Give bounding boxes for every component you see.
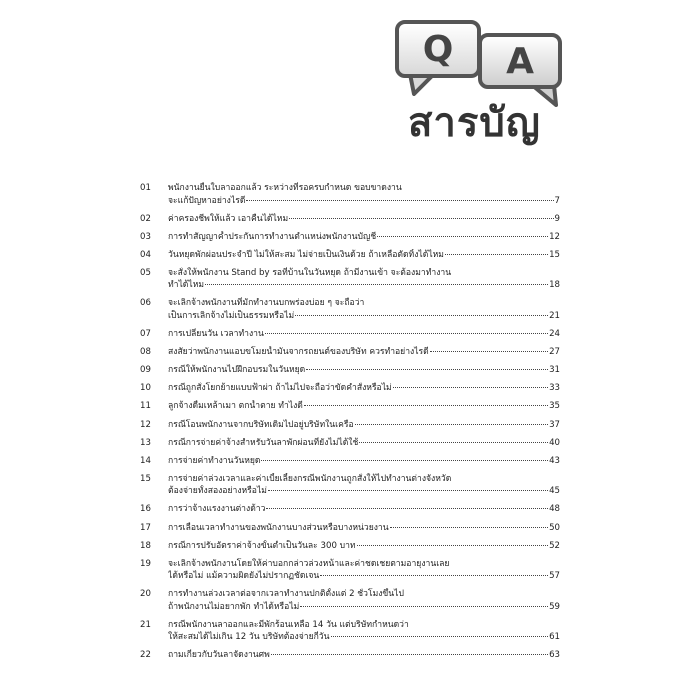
toc-entry-title: การว่าจ้างแรงงานต่างด้าว xyxy=(168,504,266,515)
toc-entry-number: 22 xyxy=(140,650,151,661)
toc-page-number: 61 xyxy=(549,632,560,643)
toc-entry-body xyxy=(168,540,560,553)
toc-page-number: 27 xyxy=(549,347,560,358)
toc-entry-title: จะสั่งให้พนักงาน Stand by รอที่บ้านในวันหยุด ถ้ามีงานเข้า จะต้องมาทำงาน xyxy=(168,267,452,278)
toc-page-number: 15 xyxy=(549,249,560,260)
toc-entry-title: วันหยุดพักผ่อนประจำปี ไม่ให้สะสม ไม่จ่ายเป็นเงินด้วย ถ้าเหลือตัดทิ้งได้ไหม xyxy=(168,249,444,260)
toc-entry-line xyxy=(168,631,560,644)
toc-page-number: 63 xyxy=(549,650,560,661)
dot-leader xyxy=(377,236,548,237)
toc-entry-line xyxy=(168,279,560,292)
toc-entry[interactable] xyxy=(140,540,560,553)
toc-page-number: 59 xyxy=(549,601,560,612)
toc-page-number: 50 xyxy=(549,522,560,533)
toc-entry-line xyxy=(168,455,560,468)
dot-leader xyxy=(445,254,548,255)
dot-leader xyxy=(268,490,548,491)
toc-entry[interactable] xyxy=(140,419,560,432)
toc-entry-line xyxy=(168,364,560,377)
toc-entry-body xyxy=(168,213,560,226)
toc-entry-title: เป็นการเลิกจ้างไม่เป็นธรรมหรือไม่ xyxy=(168,310,295,321)
toc-entry-body xyxy=(168,649,560,662)
toc-entry-number: 07 xyxy=(140,329,151,340)
toc-entry-number: 11 xyxy=(140,401,151,412)
toc-page-number: 40 xyxy=(549,437,560,448)
toc-entry[interactable] xyxy=(140,455,560,468)
toc-entry-title: สงสัยว่าพนักงานแอบขโมยน้ำมันจากรถยนต์ของบริษัท ควรทำอย่างไรดี xyxy=(168,347,429,358)
toc-page-number: 43 xyxy=(549,455,560,466)
toc-entry-line xyxy=(168,382,560,395)
q-speech-bubble-icon xyxy=(395,20,481,78)
toc-entry-number: 01 xyxy=(140,183,151,193)
dot-leader xyxy=(320,575,548,576)
dot-leader xyxy=(430,351,548,352)
toc-entry-number: 18 xyxy=(140,540,151,551)
toc-entry[interactable] xyxy=(140,503,560,516)
toc-entry-title: การเปลี่ยนวัน เวลาทำงาน xyxy=(168,329,264,340)
toc-entry-body xyxy=(168,231,560,244)
toc-entry-title: กรณีการปรับอัตราค่าจ้างขั้นต่ำเป็นวันละ 300 บาท xyxy=(168,540,356,551)
toc-entry-number: 04 xyxy=(140,249,151,260)
toc-entry-line xyxy=(168,419,560,432)
toc-entry-number: 06 xyxy=(140,298,151,309)
toc-entry-line xyxy=(168,522,560,535)
dot-leader xyxy=(304,405,548,406)
a-speech-bubble-icon xyxy=(478,33,562,89)
toc-entry-body xyxy=(168,558,560,583)
toc-entry-line xyxy=(168,346,560,359)
toc-entry-line xyxy=(168,249,560,262)
dot-leader xyxy=(306,369,548,370)
toc-entry-title: จะเลิกจ้างพนักงานโดยให้ค่าบอกกล่าวล่วงหน้าและค่าชดเชยตามอายุงานเลย xyxy=(168,558,450,569)
toc-entry[interactable] xyxy=(140,364,560,377)
toc-entry-line xyxy=(168,213,560,226)
toc-entry-title: ลูกจ้างดื่มเหล้าเมา ตกน้ำตาย ทำไงดี xyxy=(168,401,303,412)
toc-entry[interactable] xyxy=(140,231,560,244)
dot-leader xyxy=(271,654,548,655)
dot-leader xyxy=(295,315,548,316)
toc-entry-body xyxy=(168,346,560,359)
dot-leader xyxy=(265,333,548,334)
toc-entry[interactable] xyxy=(140,328,560,341)
toc-entry-body xyxy=(168,400,560,413)
dot-leader xyxy=(357,545,548,546)
toc-entry[interactable] xyxy=(140,588,560,613)
toc-entry[interactable] xyxy=(140,619,560,644)
toc-entry-body xyxy=(168,522,560,535)
toc-entry[interactable] xyxy=(140,213,560,226)
toc-entry-line xyxy=(168,400,560,413)
dot-leader xyxy=(289,218,553,219)
toc-page-number: 9 xyxy=(554,213,560,224)
toc-entry-number: 16 xyxy=(140,504,151,515)
toc-entry-body xyxy=(168,455,560,468)
toc-entry-line xyxy=(168,195,560,208)
toc-page-number: 12 xyxy=(549,231,560,242)
dot-leader xyxy=(355,424,548,425)
toc-entry-line xyxy=(168,310,560,323)
dot-leader xyxy=(331,636,549,637)
toc-entry-title: ถามเกี่ยวกับวันลาจัดงานศพ xyxy=(168,650,270,661)
toc-entry-number: 14 xyxy=(140,455,151,466)
toc-entry[interactable] xyxy=(140,182,560,207)
page-title: สารบัญ xyxy=(408,100,541,146)
toc-entry-body xyxy=(168,619,560,644)
toc-entry[interactable] xyxy=(140,267,560,292)
a-letter: A xyxy=(506,40,534,82)
toc-entry-body xyxy=(168,182,560,207)
toc-page-number: 52 xyxy=(549,540,560,551)
toc-entry-number: 08 xyxy=(140,347,151,358)
toc-entry-title: ต้องจ่ายทั้งสองอย่างหรือไม่ xyxy=(168,486,267,497)
toc-entry-number: 19 xyxy=(140,558,151,569)
toc-page-number: 57 xyxy=(549,571,560,582)
toc-entry-body xyxy=(168,503,560,516)
toc-entry-number: 02 xyxy=(140,213,151,224)
toc-entry-title: จะเลิกจ้างพนักงานที่มักทำงานบกพร่องบ่อย ๆ จะถือว่า xyxy=(168,298,365,309)
toc-entry-number: 20 xyxy=(140,589,151,600)
toc-entry-title: กรณีการจ่ายค่าจ้างสำหรับวันลาพักผ่อนที่ยังไม่ได้ใช้ xyxy=(168,437,359,448)
toc-entry-line xyxy=(168,601,560,614)
toc-entry-line xyxy=(168,328,560,341)
toc-entry-title: ได้หรือไม่ แม้ความผิดยังไม่ปรากฏชัดเจน xyxy=(168,571,320,582)
toc-entry-body xyxy=(168,437,560,450)
dot-leader xyxy=(393,387,548,388)
toc-entry-title: การเลื่อนเวลาทำงานของพนักงานบางส่วนหรือบางหน่วยงาน xyxy=(168,522,389,533)
toc-entry[interactable] xyxy=(140,649,560,662)
toc-entry-body xyxy=(168,382,560,395)
toc-entry-title: การทำงานล่วงเวลาต่อจากเวลาทำงานปกติตั้งแต่ 2 ชั่วโมงขึ้นไป xyxy=(168,589,404,600)
toc-entry-title: ให้สะสมได้ไม่เกิน 12 วัน บริษัทต้องจ่ายกี่วัน xyxy=(168,632,330,643)
toc-entry-title: กรณีถูกสั่งโยกย้ายแบบฟ้าผ่า ถ้าไม่ไปจะถือว่าขัดคำสั่งหรือไม่ xyxy=(168,383,392,394)
toc-page-number: 24 xyxy=(549,329,560,340)
toc-entry-number: 13 xyxy=(140,437,151,448)
toc-page-number: 21 xyxy=(549,310,560,321)
toc-entry-number: 21 xyxy=(140,619,151,630)
toc-entry[interactable] xyxy=(140,522,560,535)
toc-page-number: 48 xyxy=(549,504,560,515)
toc-entry-body xyxy=(168,419,560,432)
dot-leader xyxy=(205,284,548,285)
toc-entry-number: 09 xyxy=(140,365,151,376)
toc-entry-number: 10 xyxy=(140,383,151,394)
toc-entry-number: 12 xyxy=(140,419,151,430)
toc-entry-title: กรณีให้พนักงานไปฝึกอบรมในวันหยุด xyxy=(168,365,306,376)
toc-entry-number: 17 xyxy=(140,522,151,533)
toc-entry[interactable] xyxy=(140,249,560,262)
table-of-contents xyxy=(140,182,560,668)
toc-page-number: 45 xyxy=(549,486,560,497)
toc-entry-title: พนักงานยื่นใบลาออกแล้ว ระหว่างที่รอครบกำหนด ขอบขาดงาน xyxy=(168,183,402,193)
toc-entry-line xyxy=(168,485,560,498)
toc-entry-line xyxy=(168,540,560,553)
dot-leader xyxy=(390,527,548,528)
toc-entry-body xyxy=(168,588,560,613)
toc-entry-title: จะแก้ปัญหาอย่างไรดี xyxy=(168,195,246,206)
dot-leader xyxy=(266,508,548,509)
toc-entry-number: 03 xyxy=(140,231,151,242)
toc-page-number: 33 xyxy=(549,383,560,394)
toc-entry-number: 15 xyxy=(140,473,151,484)
toc-page-number: 31 xyxy=(549,365,560,376)
toc-entry-line xyxy=(168,231,560,244)
toc-entry[interactable] xyxy=(140,437,560,450)
toc-entry-title: การจ่ายค่าทำงานวันหยุด xyxy=(168,455,261,466)
toc-entry-line xyxy=(168,570,560,583)
dot-leader xyxy=(246,200,553,201)
dot-leader xyxy=(261,460,548,461)
toc-entry-body xyxy=(168,473,560,498)
toc-entry-line xyxy=(168,649,560,662)
dot-leader xyxy=(300,606,548,607)
toc-entry[interactable] xyxy=(140,297,560,322)
toc-entry-body xyxy=(168,297,560,322)
toc-entry-body xyxy=(168,249,560,262)
toc-entry-title: ถ้าพนักงานไม่อยากพัก ทำได้หรือไม่ xyxy=(168,601,300,612)
toc-entry-title: ทำได้ไหม xyxy=(168,280,205,291)
toc-page-number: 35 xyxy=(549,401,560,412)
toc-entry-line xyxy=(168,437,560,450)
toc-entry-title: การจ่ายค่าล่วงเวลาและค่าเบี้ยเลี้ยงกรณีพนักงานถูกสั่งให้ไปทำงานต่างจังหวัด xyxy=(168,473,452,484)
toc-entry[interactable] xyxy=(140,346,560,359)
toc-entry-title: การทำสัญญาค้ำประกันการทำงานตำแหน่งพนักงานบัญชี xyxy=(168,231,377,242)
toc-page-number: 18 xyxy=(549,280,560,291)
toc-entry[interactable] xyxy=(140,400,560,413)
toc-entry-title: กรณีโอนพนักงานจากบริษัทเดิมไปอยู่บริษัทในเครือ xyxy=(168,419,354,430)
toc-entry-number: 05 xyxy=(140,267,151,278)
toc-entry[interactable] xyxy=(140,558,560,583)
header xyxy=(0,0,700,165)
toc-entry-body xyxy=(168,364,560,377)
toc-entry-title: กรณีพนักงานลาออกและมีพักร้อนเหลือ 14 วัน แต่บริษัทกำหนดว่า xyxy=(168,619,409,630)
toc-entry[interactable] xyxy=(140,382,560,395)
toc-page-number: 7 xyxy=(554,195,560,206)
toc-page-number: 37 xyxy=(549,419,560,430)
toc-entry-title: ค่าครองชีพให้แล้ว เอาคืนได้ไหม xyxy=(168,213,289,224)
q-letter: Q xyxy=(422,28,454,70)
dot-leader xyxy=(359,442,548,443)
toc-entry-line xyxy=(168,503,560,516)
toc-entry-body xyxy=(168,267,560,292)
toc-entry-body xyxy=(168,328,560,341)
toc-entry[interactable] xyxy=(140,473,560,498)
